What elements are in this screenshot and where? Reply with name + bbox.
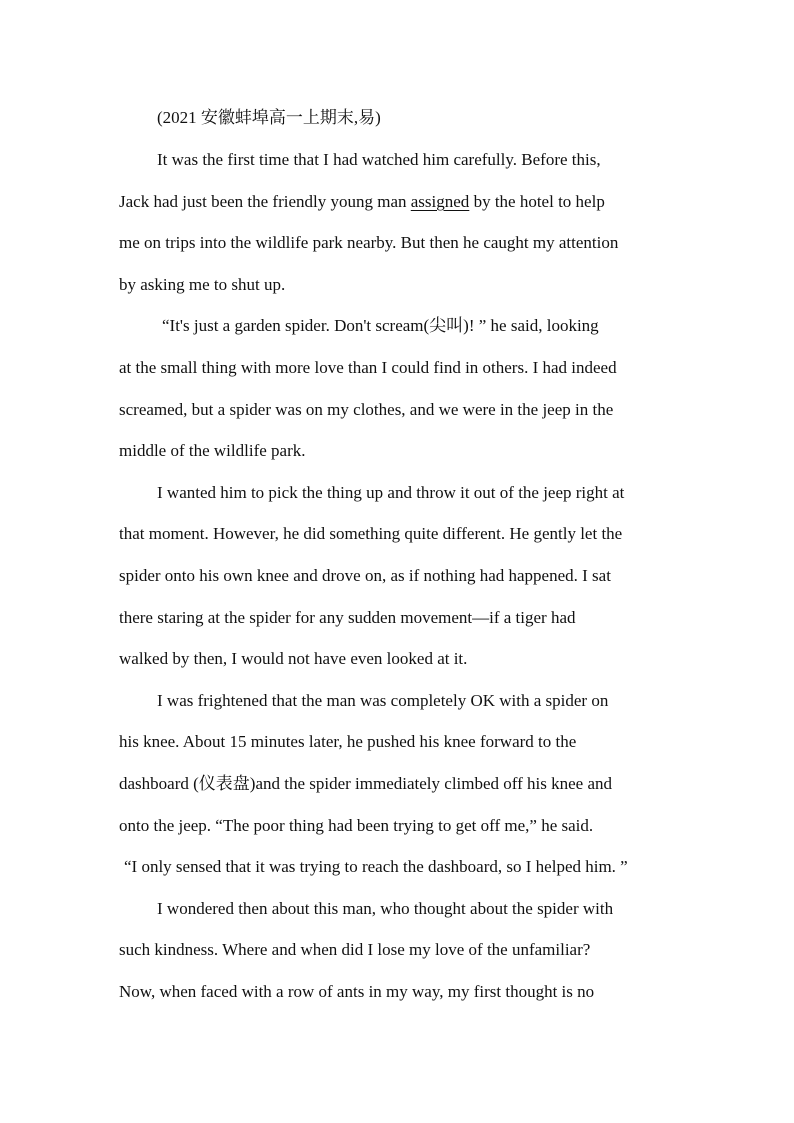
paragraph-1-line-3: me on trips into the wildlife park nearby. But then he caught my attention — [119, 233, 619, 252]
paragraph-2-line-2: at the small thing with more love than I could find in others. I had indeed — [119, 358, 617, 377]
source-label: (2021 安徽蚌埠高一上期末,易) — [157, 108, 381, 127]
paragraph-3-line-1: I wanted him to pick the thing up and throw it out of the jeep right at — [157, 483, 625, 502]
paragraph-1-line-2 — [119, 192, 605, 212]
paragraph-2-line-1: “It's just a garden spider. Don't scream(尖叫)! ” he said, looking — [162, 316, 599, 335]
paragraph-2-line-3: screamed, but a spider was on my clothes, and we were in the jeep in the — [119, 400, 614, 419]
paragraph-4-line-2: his knee. About 15 minutes later, he pushed his knee forward to the — [119, 732, 577, 751]
paragraph-5-line-1: I wondered then about this man, who thought about the spider with — [157, 899, 614, 918]
paragraph-1-line-4: by asking me to shut up. — [119, 275, 286, 294]
paragraph-3-line-3: spider onto his own knee and drove on, as if nothing had happened. I sat — [119, 566, 611, 585]
paragraph-5-line-3: Now, when faced with a row of ants in my way, my first thought is no — [119, 982, 595, 1001]
paragraph-4-line-3: dashboard (仪表盘)and the spider immediately climbed off his knee and — [119, 774, 613, 793]
text-segment: by the hotel to help — [469, 192, 605, 211]
paragraph-2-line-4: middle of the wildlife park. — [119, 441, 306, 460]
paragraph-3-line-2: that moment. However, he did something quite different. He gently let the — [119, 524, 623, 543]
paragraph-1-line-1: It was the first time that I had watched him carefully. Before this, — [157, 150, 601, 169]
paragraph-4-line-4: onto the jeep. “The poor thing had been trying to get off me,” he said. — [119, 816, 594, 835]
paragraph-4-line-5: “I only sensed that it was trying to reach the dashboard, so I helped him. ” — [124, 857, 628, 876]
paragraph-3-line-4: there staring at the spider for any sudden movement—if a tiger had — [119, 608, 576, 627]
underlined-word-assigned: assigned — [410, 192, 470, 211]
paragraph-4-line-1: I was frightened that the man was completely OK with a spider on — [157, 691, 609, 710]
text-segment: Jack had just been the friendly young man — [119, 192, 411, 211]
paragraph-5-line-2: such kindness. Where and when did I lose my love of the unfamiliar? — [119, 940, 591, 959]
paragraph-3-line-5: walked by then, I would not have even looked at it. — [119, 649, 468, 668]
